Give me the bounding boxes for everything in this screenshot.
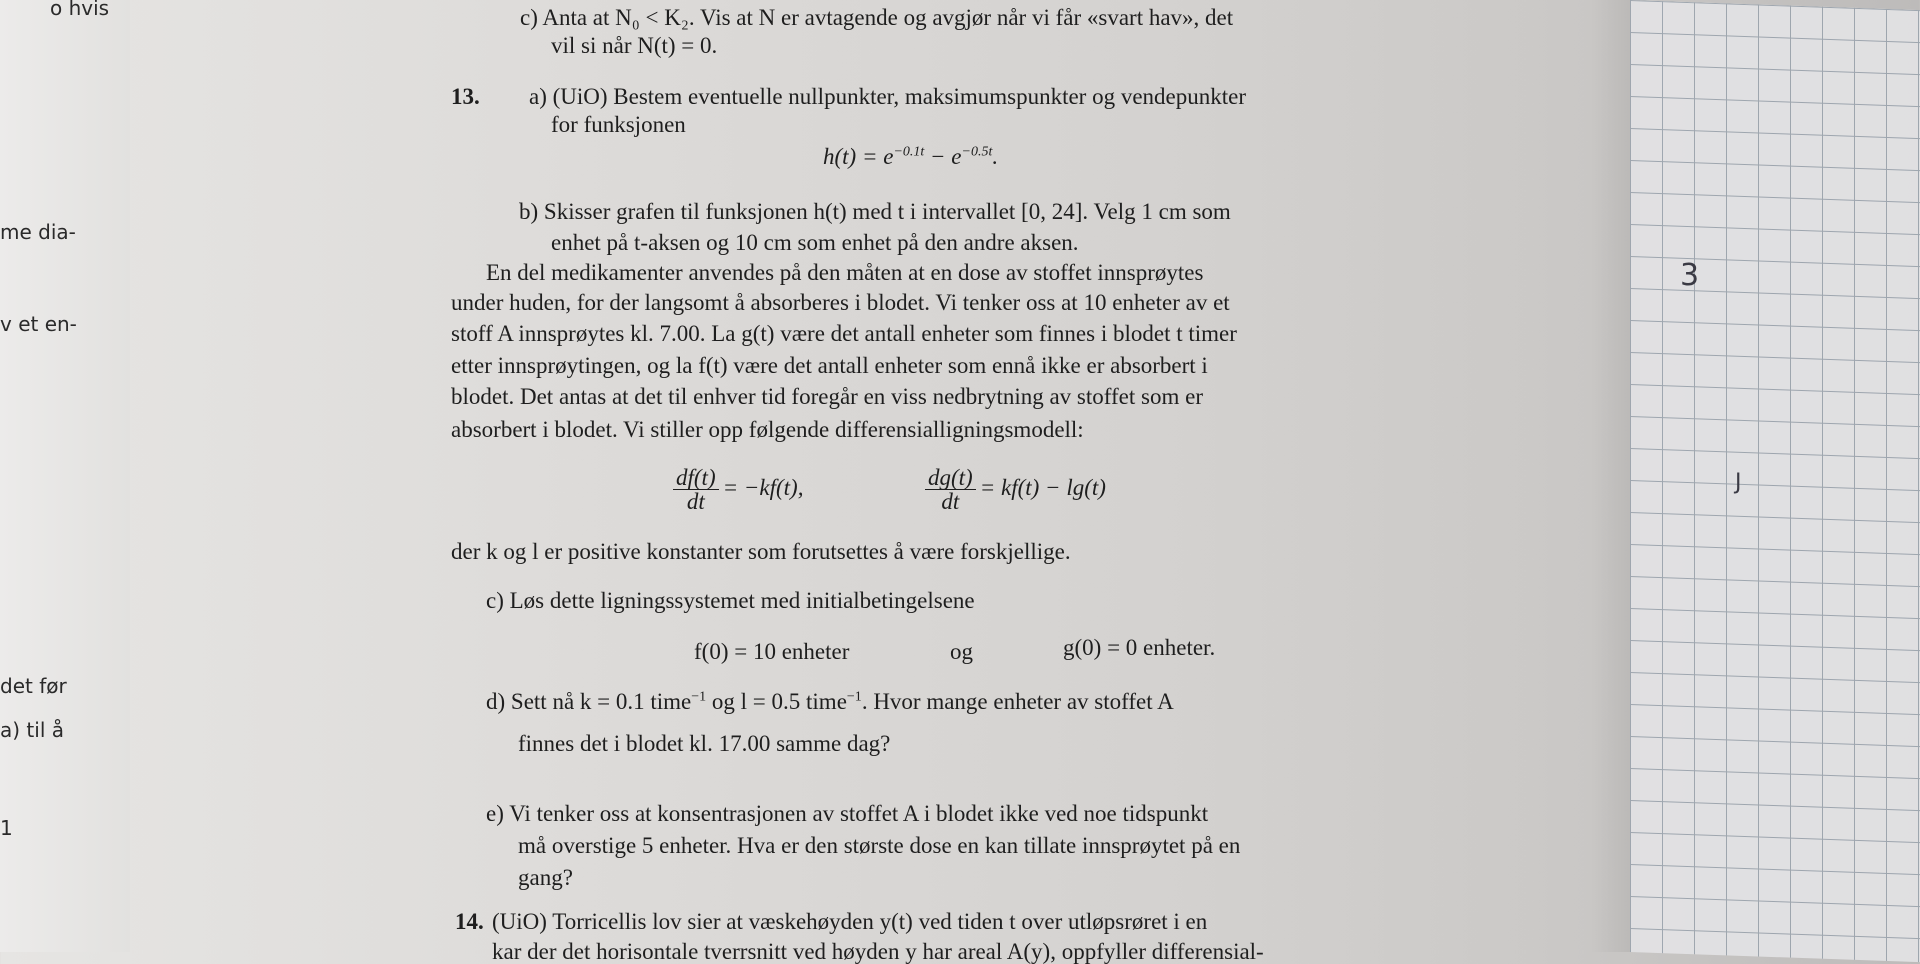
margin-fragment: me dia- bbox=[0, 220, 76, 244]
text-part: og l = 0.5 time bbox=[706, 689, 847, 714]
margin-fragment: v et en- bbox=[0, 312, 77, 336]
margin-fragment: a) til å bbox=[0, 718, 64, 742]
text-line: må overstige 5 enheter. Hva er den største dose en kan tillate innsprøytet på en bbox=[518, 833, 1241, 858]
text-line: b) Skisser grafen til funksjonen h(t) med t i intervallet [0, 24]. Velg 1 cm som bbox=[519, 199, 1231, 224]
text-line bbox=[486, 690, 1174, 713]
text-line: e) Vi tenker oss at konsentrasjonen av stoffet A i blodet ikke ved noe tidspunkt bbox=[486, 801, 1209, 826]
problem-number: 13. bbox=[451, 84, 480, 109]
text-line: kar der det horisontale tverrsnitt ved høyden y har areal A(y), oppfyller differensial- bbox=[492, 939, 1264, 964]
denominator: dt bbox=[941, 489, 960, 514]
eq-part: = kf(t) − lg(t) bbox=[979, 474, 1106, 500]
margin-fragment: 1 bbox=[0, 816, 13, 840]
exponent: −1 bbox=[846, 689, 862, 705]
eq-part: − e bbox=[924, 144, 962, 169]
eq-part: . bbox=[992, 144, 999, 169]
text-line: (UiO) Torricellis lov sier at væskehøyden y(t) ved tiden t over utløpsrøret i en bbox=[492, 909, 1208, 934]
text-line: etter innsprøytingen, og la f(t) være det antall enheter som ennå ikke er absorbert i bbox=[451, 353, 1208, 378]
problem-number: 14. bbox=[455, 909, 484, 934]
text-line: vil si når N(t) = 0. bbox=[551, 33, 718, 58]
eq-part: h(t) = e bbox=[823, 144, 894, 169]
exponent: −1 bbox=[691, 689, 707, 705]
initial-condition-og: og bbox=[950, 639, 973, 664]
text-line: enhet på t-aksen og 10 cm som enhet på den andre aksen. bbox=[551, 230, 1079, 255]
fraction bbox=[925, 466, 976, 513]
eq-part: = −kf(t), bbox=[722, 474, 804, 500]
equation-df bbox=[673, 466, 803, 513]
text-line: c) Anta at N₀ < K₂. Vis at N er avtagende og avgjør når vi får «svart hav», det bbox=[520, 5, 1234, 30]
text-line: under huden, for der langsomt å absorberes i blodet. Vi tenker oss at 10 enheter av et bbox=[451, 290, 1230, 315]
handwritten-mark: 3 bbox=[1680, 258, 1700, 293]
grid-paper bbox=[1630, 0, 1920, 962]
text-line: der k og l er positive konstanter som forutsettes å være forskjellige. bbox=[451, 539, 1071, 564]
equation-h bbox=[823, 145, 998, 168]
text-line: gang? bbox=[518, 865, 573, 890]
fraction bbox=[673, 466, 719, 513]
text-part: d) Sett nå k = 0.1 time bbox=[486, 689, 692, 714]
text-line: a) (UiO) Bestem eventuelle nullpunkter, maksimumspunkter og vendepunkter bbox=[529, 84, 1247, 109]
text-line: blodet. Det antas at det til enhver tid foregår en viss nedbrytning av stoffet som er bbox=[451, 384, 1203, 409]
text-line: finnes det i blodet kl. 17.00 samme dag? bbox=[518, 731, 891, 756]
text-line: stoff A innsprøytes kl. 7.00. La g(t) være det antall enheter som finnes i blodet t timer bbox=[451, 321, 1237, 346]
numerator: df(t) bbox=[673, 466, 719, 490]
initial-condition-f: f(0) = 10 enheter bbox=[694, 639, 850, 664]
margin-fragment: det før bbox=[0, 674, 67, 698]
left-page-margin bbox=[0, 0, 130, 952]
handwritten-mark: J bbox=[1735, 470, 1742, 495]
text-line: for funksjonen bbox=[551, 112, 686, 137]
eq-exponent: −0.5t bbox=[961, 144, 993, 160]
eq-exponent: −0.1t bbox=[893, 144, 925, 160]
numerator: dg(t) bbox=[925, 466, 976, 490]
margin-fragment: o hvis bbox=[50, 0, 110, 20]
denominator: dt bbox=[686, 489, 705, 514]
initial-condition-g: g(0) = 0 enheter. bbox=[1063, 635, 1216, 660]
equation-dg bbox=[925, 466, 1106, 513]
text-line: En del medikamenter anvendes på den måten at en dose av stoffet innsprøytes bbox=[486, 260, 1204, 285]
text-part: . Hvor mange enheter av stoffet A bbox=[861, 689, 1174, 714]
text-line: absorbert i blodet. Vi stiller opp følgende differensialligningsmodell: bbox=[451, 417, 1084, 442]
text-line: c) Løs dette ligningssystemet med initialbetingelsene bbox=[486, 588, 975, 613]
